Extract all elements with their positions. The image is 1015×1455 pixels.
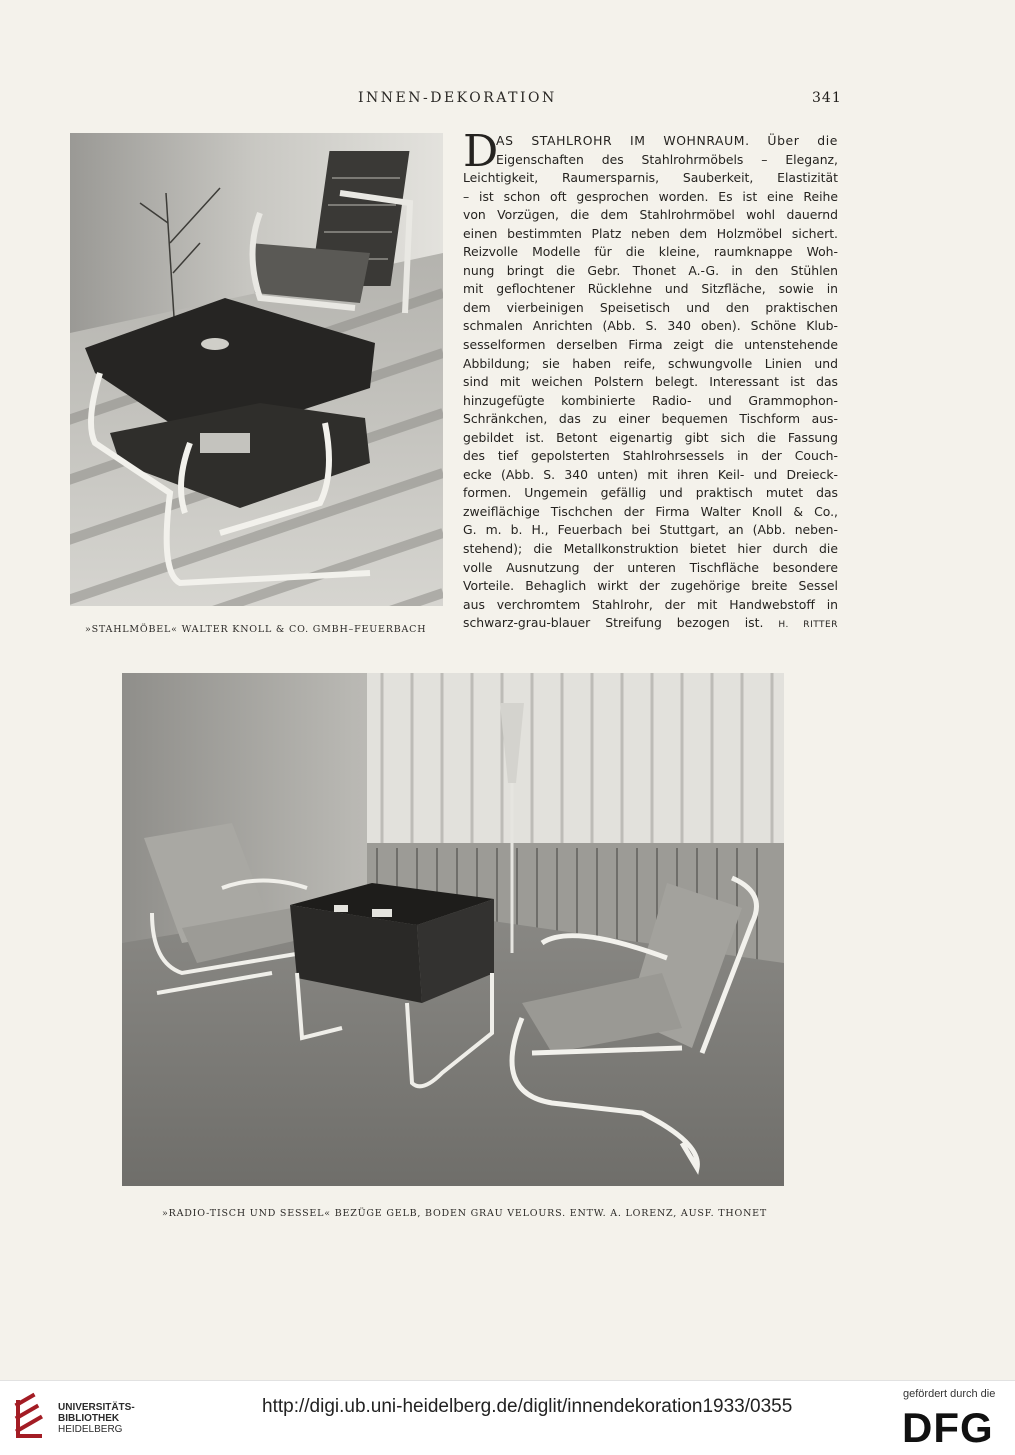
article-line: schwarz-grau-blauer Streifung bezogen ist.: [463, 615, 764, 631]
article-line: dem vierbeinigen Speisetisch und den praktischen: [463, 299, 838, 315]
article-line: Vorteile. Behaglich wirkt der zugehörige breite Sessel: [463, 578, 838, 594]
figure-2-caption: »RADIO-TISCH UND SESSEL« BEZÜGE GELB, BODEN GRAU VELOURS. ENTW. A. LORENZ, AUSF. THONET: [162, 1208, 768, 1219]
running-title: INNEN-DEKORATION: [358, 90, 557, 106]
article-line: nung bringt die Gebr. Thonet A.-G. in den Stühlen: [463, 262, 838, 278]
figure-2-image: [122, 673, 784, 1186]
figure-1-caption: »STAHLMÖBEL« WALTER KNOLL & CO. GMBH–FEUERBACH: [85, 624, 427, 635]
article-line: Schränkchen, das zu einer bequemen Tischform aus-: [463, 411, 838, 427]
article-line: volle Ausnutzung der unteren Tischfläche besondere: [463, 559, 838, 575]
library-name-line2: BIBLIOTHEK: [58, 1413, 120, 1424]
article-last-line: [463, 614, 838, 633]
article-line: schmalen Anrichten (Abb. S. 340 oben). Schöne Klub-: [463, 318, 838, 334]
article-line: – ist schon oft gesprochen worden. Es ist eine Reihe: [463, 188, 838, 204]
article-line: gebildet ist. Betont eigenartig gibt sich die Fassung: [463, 429, 838, 445]
dfg-logo: DFG: [902, 1404, 994, 1451]
article-line: Abbildung; sie haben reife, schwungvolle Linien und: [463, 355, 838, 371]
article-line: sesselformen derselben Firma zeigt die untenstehende: [463, 337, 838, 353]
funding-label: gefördert durch die: [903, 1388, 996, 1400]
university-library-logo-icon: [12, 1392, 48, 1442]
figure-2-photo: [122, 673, 784, 1186]
article-line: hinzugefügte kombinierte Radio- und Grammophon-: [463, 392, 838, 408]
article-line: aus verchromtem Stahlrohr, der mit Handwebstoff in: [463, 596, 838, 612]
article-line: formen. Ungemein gefällig und praktisch mutet das: [463, 485, 838, 501]
article-line: einen bestimmten Platz neben dem Holzmöbel sichert.: [463, 225, 838, 241]
page-number: 341: [812, 90, 842, 106]
article-line: Leichtigkeit, Raumersparnis, Sauberkeit, Elastizität: [463, 170, 838, 186]
drop-cap: D: [463, 126, 499, 177]
library-name-line3: HEIDELBERG: [58, 1424, 123, 1435]
article-line: von Vorzügen, die dem Stahlrohrmöbel wohl dauernd: [463, 207, 838, 223]
article-line: AS STAHLROHR IM WOHNRAUM. Über die: [496, 133, 838, 148]
article-line: Reizvolle Modelle für die kleine, raumknappe Woh-: [463, 244, 838, 260]
library-name-line1: UNIVERSITÄTS-: [58, 1402, 135, 1413]
article-body: [463, 126, 838, 633]
article-line: mit geflochtener Rücklehne und Sitzfläche, sowie in: [463, 281, 838, 297]
figure-1-image: [70, 133, 443, 606]
article-line: stehend); die Metallkonstruktion bietet hier durch die: [463, 541, 838, 557]
figure-1-photo: [70, 133, 443, 606]
article-author: H. RITTER: [778, 620, 838, 631]
article-line: ecke (Abb. S. 340 unten) mit ihren Keil- und Dreieck-: [463, 466, 838, 482]
article-line: Eigenschaften des Stahlrohrmöbels – Eleganz,: [496, 151, 838, 167]
article-line: G. m. b. H., Feuerbach bei Stuttgart, an (Abb. neben-: [463, 522, 838, 538]
source-url-link[interactable]: http://digi.ub.uni-heidelberg.de/diglit/innendekoration1933/0355: [262, 1396, 793, 1417]
library-name: [58, 1402, 135, 1435]
article-line: des tief gepolsterten Stahlrohrsessels in der Couch-: [463, 448, 838, 464]
article-line: sind mit weichen Polstern belegt. Interessant ist das: [463, 374, 838, 390]
article-line: zweiflächige Tischchen der Firma Walter Knoll & Co.,: [463, 503, 838, 519]
